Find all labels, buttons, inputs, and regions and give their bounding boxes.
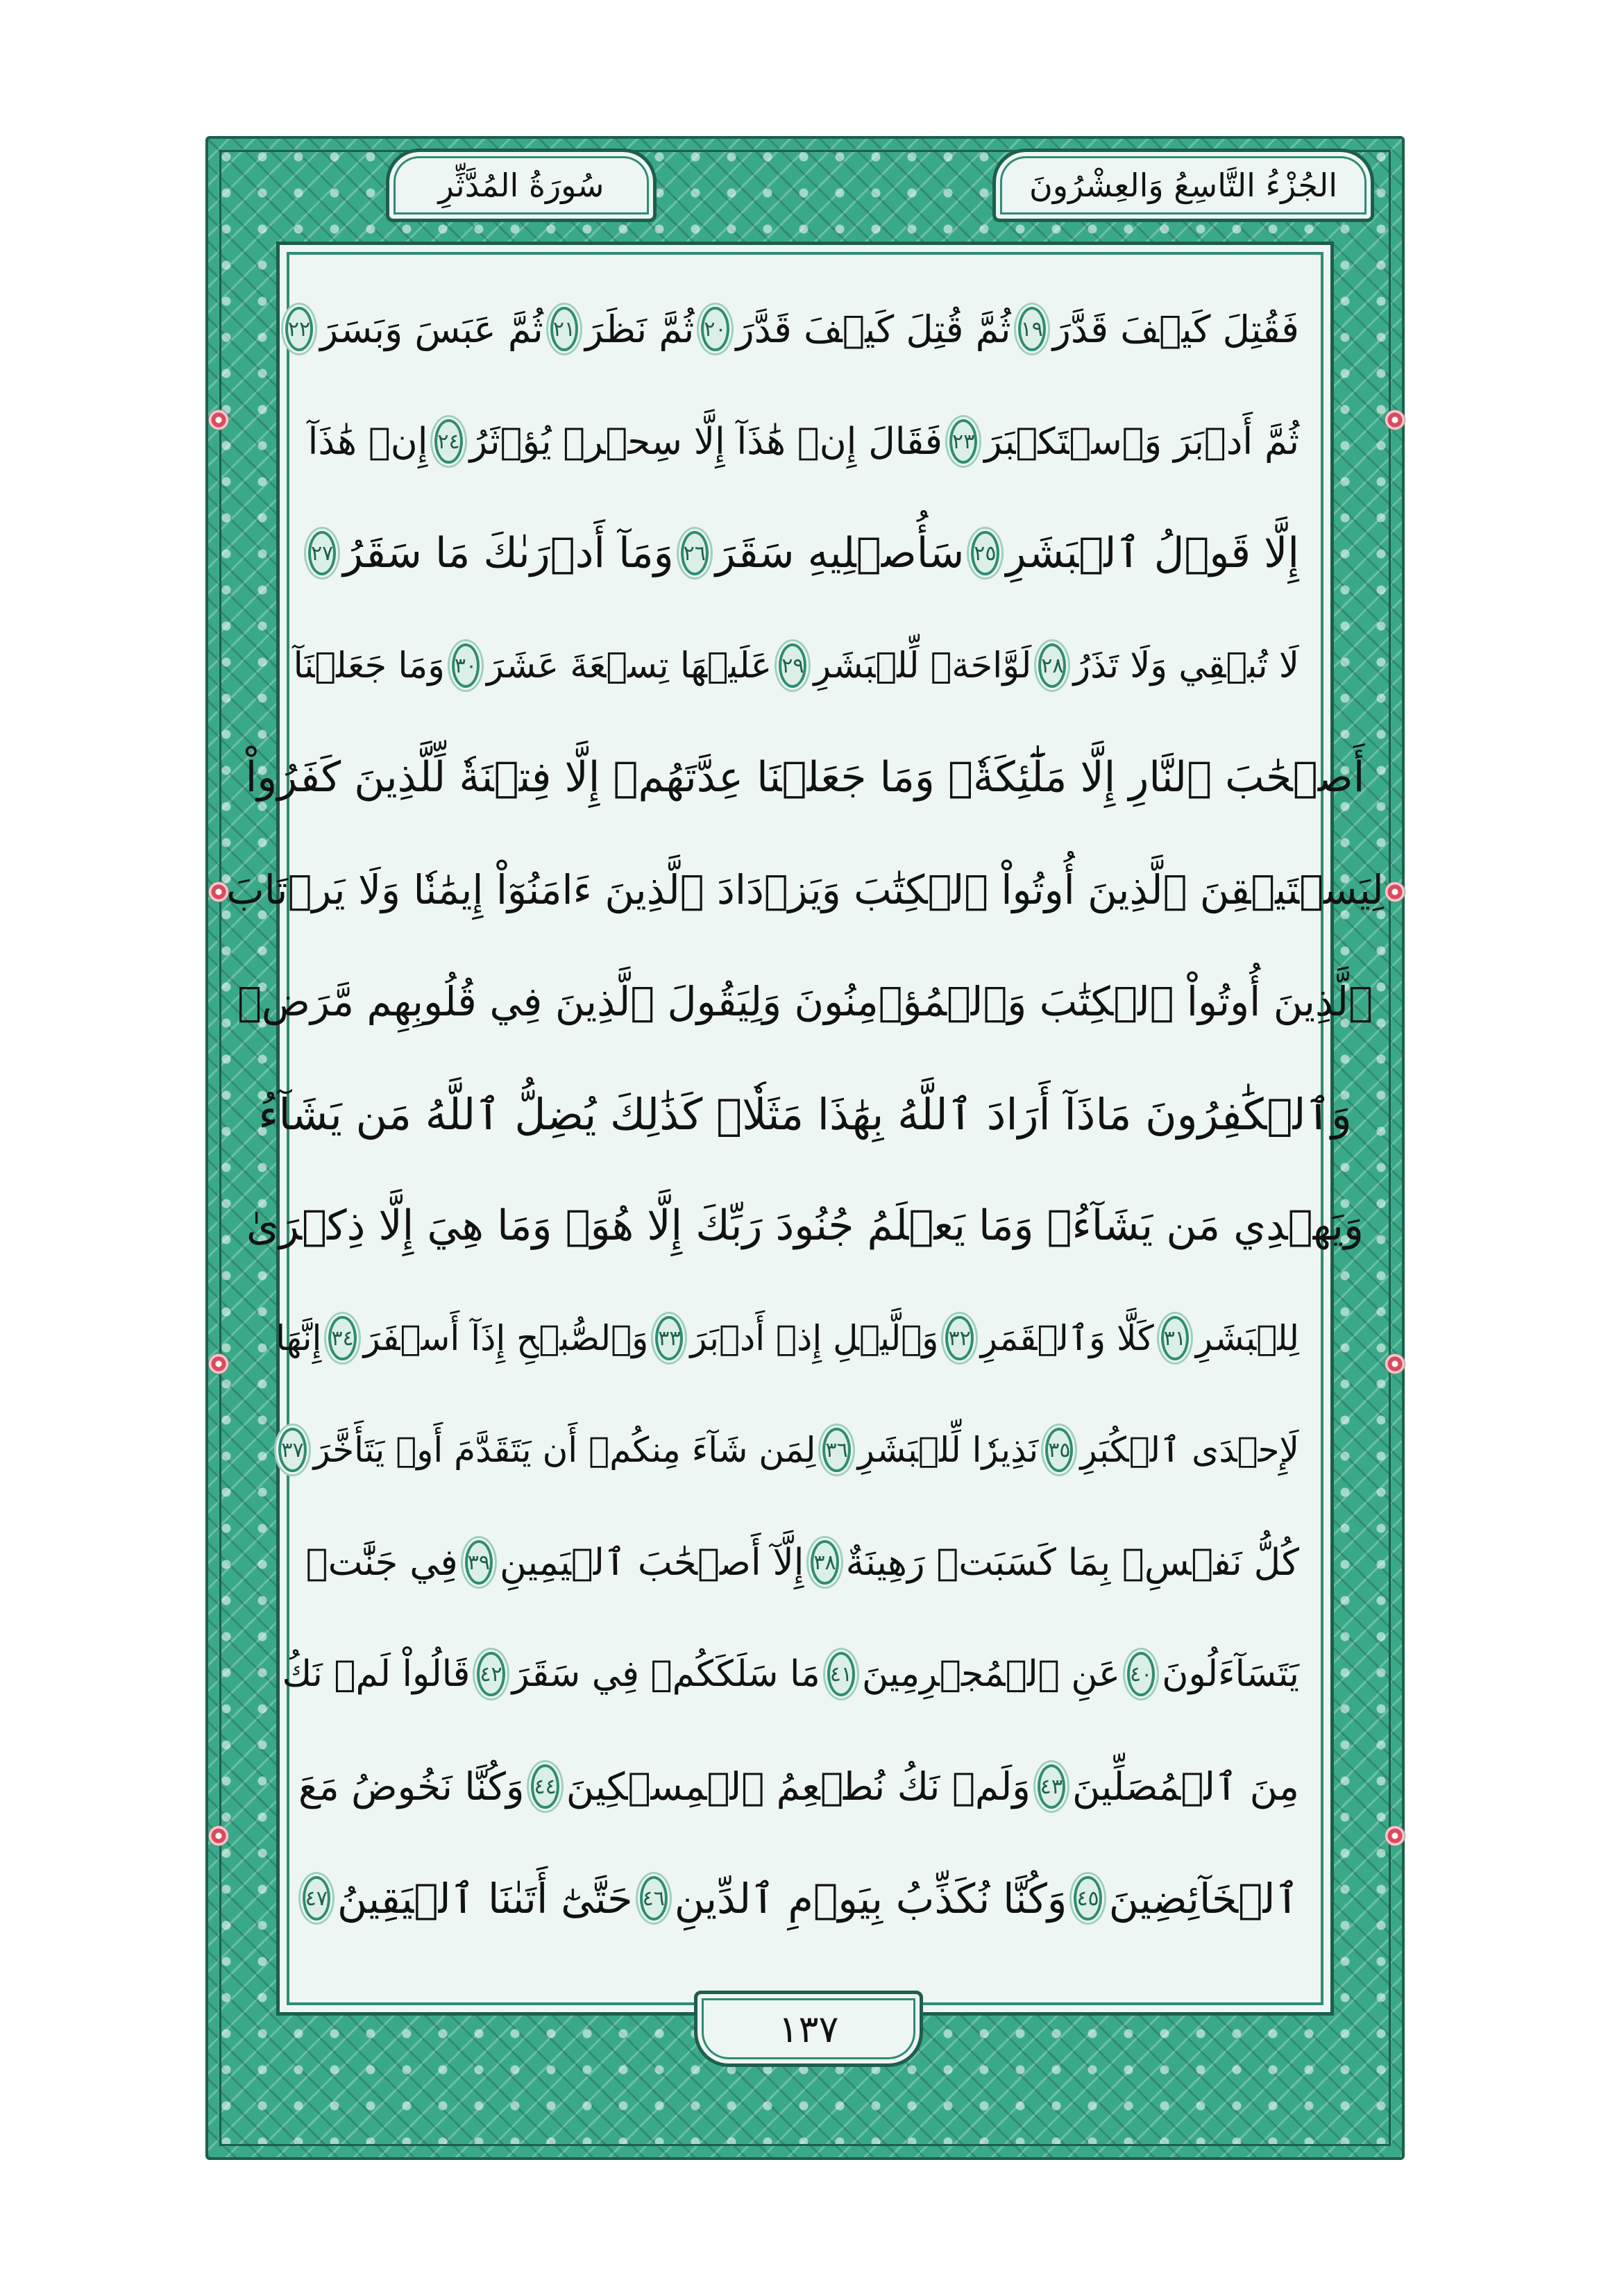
verse-text: ثُمَّ نَظَرَ	[585, 307, 695, 351]
verse-text: مِنَ ٱلۡمُصَلِّينَ	[1072, 1764, 1299, 1809]
verse-text: مَا سَلَكَكُمۡ فِي سَقَرَ	[511, 1653, 820, 1695]
ayah-number-marker: ٣٢	[945, 1316, 973, 1360]
ayah-number-marker: ٣٠	[452, 643, 480, 688]
rosette-ornament	[208, 410, 229, 430]
verse-text: عَلَيۡهَا تِسۡعَةَ عَشَرَ	[487, 645, 772, 686]
page-number-label: ١٣٧	[778, 2007, 839, 2051]
verse-text: إِنَّهَا	[276, 1318, 322, 1358]
verse-text: أَصۡحَٰبَ ٱلنَّارِ إِلَّا مَلَٰٓئِكَةٗۖ وَمَا جَعَلۡنَا عِدَّتَهُمۡ إِلَّا فِتۡنَةٗ لِّلَّذِينَ كَفَرُواْ	[245, 753, 1365, 802]
verse-text: وَكُنَّا نُكَذِّبُ بِيَوۡمِ ٱلدِّينِ	[674, 1874, 1067, 1923]
verse-text: لَا تُبۡقِي وَلَا تَذَرُ	[1073, 645, 1299, 686]
surah-label: سُورَةُ المُدَّثِّرِ	[438, 167, 604, 204]
verse-text: ٱلۡخَآئِضِينَ	[1108, 1874, 1299, 1923]
verse-text: وَٱلۡكَٰفِرُونَ مَاذَآ أَرَادَ ٱللَّهُ بِهَٰذَا مَثَلٗاۚ كَذَٰلِكَ يُضِلُّ ٱللَّهُ مَن يَشَآءُ	[258, 1088, 1352, 1140]
text-line	[246, 1181, 1364, 1270]
page-number	[694, 1991, 923, 2067]
verse-text: نَذِيرٗا لِّلۡبَشَرِ	[857, 1430, 1039, 1470]
ayah-number-marker: ٣٣	[655, 1316, 683, 1360]
ayah-number-marker: ٤٢	[477, 1652, 505, 1696]
text-line	[287, 285, 1299, 373]
verse-text: لَإِحۡدَى ٱلۡكُبَرِ	[1080, 1430, 1299, 1470]
ayah-number-marker: ٢٣	[949, 419, 977, 464]
ayah-number-marker: ٢٤	[434, 419, 462, 464]
verse-text: قَالُواْ لَمۡ نَكُ	[282, 1653, 471, 1695]
ayah-number-marker: ٣٥	[1045, 1428, 1073, 1472]
ayah-number-marker: ٢٦	[681, 531, 709, 575]
ayah-number-marker: ١٩	[1018, 307, 1046, 351]
verse-text: لِمَن شَآءَ مِنكُمۡ أَن يَتَقَدَّمَ أَوۡ يَتَأَخَّرَ	[313, 1430, 816, 1470]
ayah-number-marker: ٢٠	[701, 307, 729, 351]
verse-text: يَتَسَآءَلُونَ	[1162, 1653, 1299, 1695]
text-line	[276, 1294, 1299, 1383]
rosette-ornament	[1385, 410, 1405, 430]
verse-text: إِلَّآ أَصۡحَٰبَ ٱلۡيَمِينِ	[500, 1541, 804, 1584]
ayah-number-marker: ٢٧	[308, 531, 336, 575]
ayah-number-marker: ٢١	[550, 307, 578, 351]
verse-text: إِنۡ هَٰذَآ	[307, 420, 428, 463]
verse-text: ثُمَّ أَدۡبَرَ وَٱسۡتَكۡبَرَ	[984, 420, 1299, 463]
text-line	[226, 845, 1384, 934]
ayah-number-marker: ٢٩	[779, 643, 806, 688]
verse-text: فَقُتِلَ كَيۡفَ قَدَّرَ	[1052, 307, 1299, 351]
text-line	[298, 1742, 1299, 1831]
ayah-number-marker: ٤٣	[1038, 1764, 1065, 1809]
verse-text: وَٱلصُّبۡحِ إِذَآ أَسۡفَرَ	[363, 1318, 649, 1358]
verse-text: وَمَآ أَدۡرَىٰكَ مَا سَقَرُ	[343, 529, 674, 577]
verse-text: ثُمَّ عَبَسَ وَبَسَرَ	[320, 307, 543, 351]
verse-text: عَنِ ٱلۡمُجۡرِمِينَ	[861, 1653, 1121, 1695]
text-line	[282, 1630, 1299, 1719]
verse-text: كُلُّ نَفۡسِۭ بِمَا كَسَبَتۡ رَهِينَةٌ	[845, 1541, 1299, 1584]
ayah-number-marker: ٤٤	[531, 1764, 559, 1809]
surah-title	[386, 149, 657, 222]
text-line	[293, 621, 1299, 710]
text-line	[311, 509, 1299, 598]
ayah-number-marker: ٢٨	[1038, 643, 1066, 688]
ayah-number-marker: ٤٧	[303, 1876, 330, 1921]
verse-text: وَيَهۡدِي مَن يَشَآءُۚ وَمَا يَعۡلَمُ جُنُودَ رَبِّكَ إِلَّا هُوَۚ وَمَا هِيَ إِلَّا ذِكۡرَىٰ	[246, 1201, 1364, 1250]
juz-title	[992, 149, 1374, 222]
ayah-number-marker: ٢٢	[285, 307, 313, 351]
verse-text: حَتَّىٰٓ أَتَىٰنَا ٱلۡيَقِينُ	[337, 1874, 633, 1923]
text-line	[281, 1406, 1299, 1494]
verse-text: إِلَّا قَوۡلُ ٱلۡبَشَرِ	[1006, 529, 1299, 577]
verse-text: وَكُنَّا نَخُوضُ مَعَ	[298, 1764, 525, 1809]
verse-text: ٱلَّذِينَ أُوتُواْ ٱلۡكِتَٰبَ وَٱلۡمُؤۡمِنُونَ وَلِيَقُولَ ٱلَّذِينَ فِي قُلُوبِهِم مَّرَضٞ	[237, 978, 1373, 1025]
verse-text: سَأُصۡلِيهِ سَقَرَ	[715, 529, 965, 577]
rosette-ornament	[1385, 1353, 1405, 1374]
text-line	[305, 1854, 1299, 1943]
verse-text: لِلۡبَشَرِ	[1195, 1318, 1299, 1358]
ayah-number-marker: ٤٦	[640, 1876, 668, 1921]
ayah-number-marker: ٤٥	[1074, 1876, 1101, 1921]
verse-text: ثُمَّ قُتِلَ كَيۡفَ قَدَّرَ	[736, 307, 1011, 351]
rosette-ornament	[208, 1825, 229, 1846]
ayah-number-marker: ٢٥	[971, 531, 999, 575]
ayah-number-marker: ٣٧	[278, 1428, 306, 1472]
ayah-number-marker: ٣٦	[822, 1428, 850, 1472]
verse-text: فَقَالَ إِنۡ هَٰذَآ إِلَّا سِحۡرٞ يُؤۡثَرُ	[469, 420, 942, 463]
ayah-number-marker: ٣٩	[465, 1540, 493, 1585]
ayah-number-marker: ٣٨	[811, 1540, 838, 1585]
text-line	[258, 1070, 1352, 1158]
verse-text: لَوَّاحَةٞ لِّلۡبَشَرِ	[813, 645, 1032, 686]
rosette-ornament	[1385, 1825, 1405, 1846]
ayah-number-marker: ٤١	[827, 1652, 855, 1696]
verse-text: وَلَمۡ نَكُ نُطۡعِمُ ٱلۡمِسۡكِينَ	[566, 1764, 1031, 1809]
text-line	[305, 1518, 1299, 1607]
verse-text: وَمَا جَعَلۡنَآ	[293, 645, 445, 686]
rosette-ornament	[1385, 881, 1405, 902]
rosette-ornament	[208, 1353, 229, 1374]
verse-text: كَلَّا وَٱلۡقَمَرِ	[980, 1318, 1154, 1358]
ayah-number-marker: ٤٠	[1127, 1652, 1155, 1696]
verse-text: وَٱلَّيۡلِ إِذۡ أَدۡبَرَ	[690, 1318, 939, 1358]
text-line	[307, 397, 1299, 486]
text-line	[237, 957, 1373, 1046]
ayah-number-marker: ٣٤	[328, 1316, 356, 1360]
juz-label: الجُزْءُ التَّاسِعُ وَالعِشْرُونَ	[1029, 167, 1338, 204]
text-line	[245, 733, 1365, 822]
verse-text: فِي جَنَّٰتٖ	[305, 1541, 458, 1584]
verse-text: لِيَسۡتَيۡقِنَ ٱلَّذِينَ أُوتُواْ ٱلۡكِتَٰبَ وَيَزۡدَادَ ٱلَّذِينَ ءَامَنُوٓاْ إِيمَٰنٗا وَلَا يَرۡتَابَ	[226, 866, 1384, 913]
ayah-number-marker: ٣١	[1161, 1316, 1189, 1360]
